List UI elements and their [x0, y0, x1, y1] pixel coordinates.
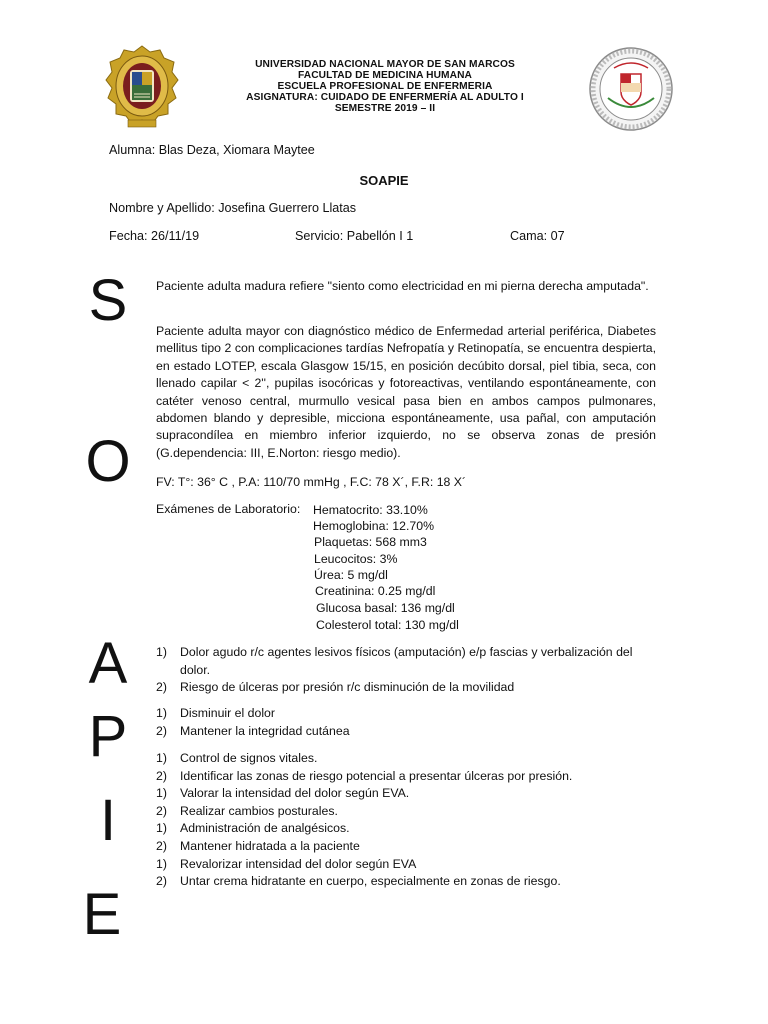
analysis-list: [156, 644, 656, 697]
section-letter-p: P: [88, 704, 128, 769]
header-line: ASIGNATURA: CUIDADO DE ENFERMERÍA AL ADULTO I: [246, 92, 524, 103]
lab-exams-title: Exámenes de Laboratorio:: [156, 502, 301, 516]
list-item: 1) Revalorizar intensidad del dolor según EVA: [156, 856, 417, 871]
header-line: FACULTAD DE MEDICINA HUMANA: [298, 70, 472, 81]
student-name: Alumna: Blas Deza, Xiomara Maytee: [109, 143, 315, 157]
list-item: 1) Valorar la intensidad del dolor según EVA.: [156, 786, 410, 801]
lab-item: Plaquetas: 568 mm3: [314, 535, 427, 549]
patient-name: Nombre y Apellido: Josefina Guerrero Llatas: [109, 201, 357, 215]
section-letter-a: A: [88, 631, 128, 696]
list-item: 2) Riesgo de úlceras por presión r/c disminución de la movilidad: [156, 680, 515, 695]
faculty-seal-icon: [588, 46, 674, 132]
vital-signs: FV: T°: 36° C , P.A: 110/70 mmHg , F.C: 78 X´, F.R: 18 X´: [156, 475, 467, 489]
list-item: 1) Administración de analgésicos.: [156, 821, 350, 836]
lab-item: Hematocrito: 33.10%: [313, 503, 428, 517]
section-letter-i: I: [99, 788, 117, 853]
objective-text: Paciente adulta mayor con diagnóstico médico de Enfermedad arterial periférica, Diabetes mellitus tipo 2 con complicaciones tardías Nefropatía y Retinopatía, se encuentra despierta, en estado LOTEP, escala Glasgow 15/15, en posición decúbito dorsal, piel tibia, seca, con llenado capilar < 2'', pupilas isocóricas y fotoreactivas, ventilando espontáneamente, con catéter venoso central, murmullo vesical pasa bien en ambos campos pulmonares, abdomen blando y depresible, micciona espontáneamente, usa pañal, con amputación supracondílea en miembro inferior izquierdo, no se observa zonas de presión (G.dependencia: III, E.Norton: riesgo medio).: [156, 324, 656, 460]
section-letter-e: E: [82, 882, 122, 947]
lab-item: Glucosa basal: 136 mg/dl: [316, 601, 455, 615]
header-line: UNIVERSIDAD NACIONAL MAYOR DE SAN MARCOS: [255, 59, 515, 70]
lab-item: Hemoglobina: 12.70%: [313, 519, 434, 533]
list-item: 2) Identificar las zonas de riesgo potencial a presentar úlceras por presión.: [156, 768, 573, 783]
header-line: SEMESTRE 2019 – II: [334, 103, 436, 114]
list-item: 1) Control de signos vitales.: [156, 751, 318, 765]
list-item: 2) Mantener la integridad cutánea: [156, 723, 350, 738]
institution-header: [190, 59, 580, 114]
service-field: Servicio: Pabellón I 1: [295, 229, 414, 243]
subjective-text: Paciente adulta madura refiere "siento como electricidad en mi pierna derecha amputada".: [156, 279, 649, 293]
list-item: 2) Untar crema hidratante en cuerpo, especialmente en zonas de riesgo.: [156, 874, 561, 889]
university-seal-icon: [104, 44, 180, 130]
section-letter-s: S: [88, 268, 128, 333]
bed-field: Cama: 07: [510, 229, 565, 243]
list-item: 2) Realizar cambios posturales.: [156, 803, 338, 818]
list-item: 1) Disminuir el dolor: [156, 706, 275, 720]
lab-item: Colesterol total: 130 mg/dl: [316, 618, 459, 632]
lab-item: Leucocitos: 3%: [314, 552, 398, 566]
list-item: 2) Mantener hidratada a la paciente: [156, 838, 360, 853]
date-field: Fecha: 26/11/19: [109, 229, 200, 243]
header-line: ESCUELA PROFESIONAL DE ENFERMERIA: [277, 81, 493, 92]
section-letter-o: O: [85, 429, 131, 494]
planning-list: [156, 705, 656, 740]
lab-item: Creatinina: 0.25 mg/dl: [315, 584, 436, 598]
lab-item: Úrea: 5 mg/dl: [314, 568, 388, 582]
page-title: SOAPIE: [359, 173, 409, 188]
list-item: 1) Dolor agudo r/c agentes lesivos físicos (amputación) e/p fascias y verbalización del dolor.: [156, 645, 633, 677]
intervention-list: [156, 750, 656, 891]
